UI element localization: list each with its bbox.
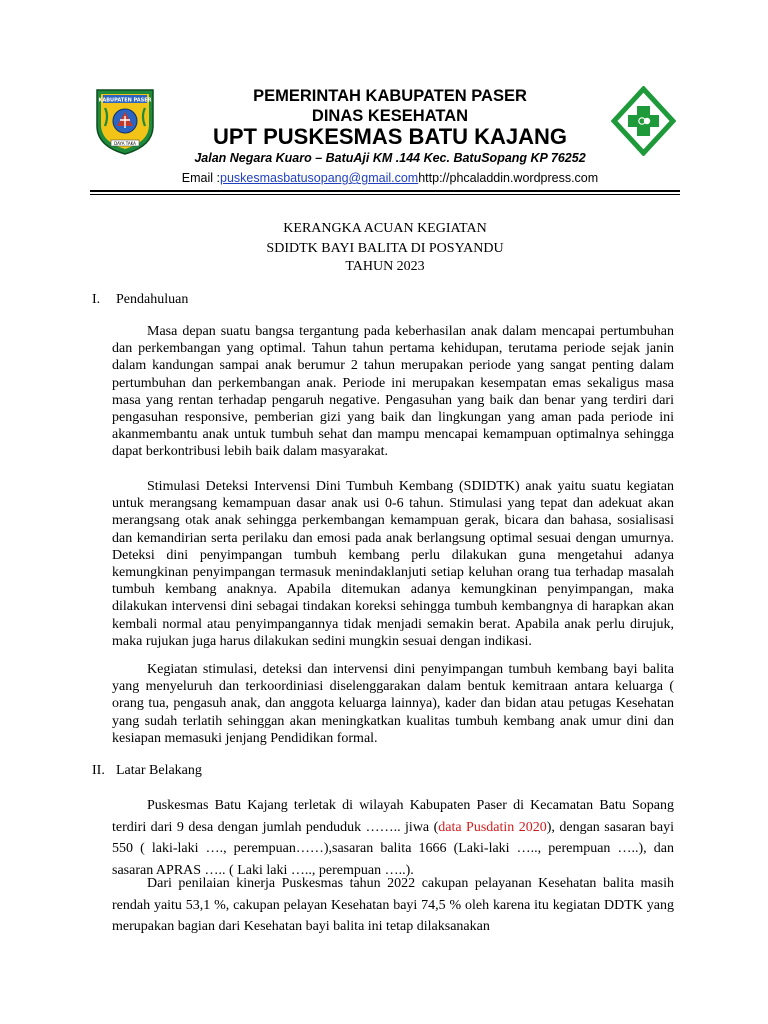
email-label: Email : xyxy=(181,171,220,185)
letterhead-institution: UPT PUSKESMAS BATU KAJANG xyxy=(212,124,568,149)
svg-text:DAYA TAKA: DAYA TAKA xyxy=(114,140,136,146)
letterhead-government: PEMERINTAH KABUPATEN PASER xyxy=(253,87,527,105)
document-title-line2: SDIDTK BAYI BALITA DI POSYANDU xyxy=(266,241,504,256)
letterhead-department: DINAS KESEHATAN xyxy=(311,107,469,125)
data-source-highlight: data Pusdatin 2020 xyxy=(438,819,547,835)
document-title-line3: TAHUN 2023 xyxy=(345,259,425,274)
document-title-line1: KERANGKA ACUAN KEGIATAN xyxy=(283,221,487,236)
section-title: Latar Belakang xyxy=(116,763,202,778)
paragraph: Masa depan suatu bangsa tergantung pada keberhasilan anak dalam mencapai pertumbuhan dan perkembangan yang optimal. Tahun tahun pertama kehidupan, terutama periode sejak janin dalam kandungan sampai anak berumur 2 tahun merupakan periode yang sangat penting dalam pertumbuhan dan perkembangan anak. Periode ini merupakan kesempatan emas sekaligus masa masa yang rentan terhadap pengaruh negative. Pengasuhan yang baik dan benar yang terdiri dari pengasuhan responsive, pemberian gizi yang baik dan lingkungan yang aman pada periode ini akanmembantu anak untuk tumbuh sehat dan mampu mencapai kemampuan optimalnya sehingga dapat berkontribusi lebih baik dalam masyarakat. xyxy=(112,324,674,460)
letterhead-divider-thick xyxy=(90,190,680,192)
email-link[interactable]: puskesmasbatusopang@gmail.com xyxy=(220,171,419,185)
section-heading-latar-belakang xyxy=(92,763,202,779)
paragraph: Stimulasi Deteksi Intervensi Dini Tumbuh Kembang (SDIDTK) anak yaitu suatu kegiatan untuk merangsang kemampuan dasar anak usi 0-6 tahun. Stimulasi yang tepat dan adekuat akan merangsang otak anak sehingga perkembangan kemampuan gerak, bicara dan bahasa, sosialisasi dan kemandirian serta perilaku dan emosi pada anak berlangsung optimal sesuai dengan umurnya. Deteksi dini penyimpangan tumbuh kembang perlu dilakukan guna mengetahui adanya kemungkinan penyimpangan termasuk menindaklanjuti setiap keluhan orang tua terhadap masalah tumbuh kembang anaknya. Apabila ditemukan adanya kemungkinan penyimpangan, maka dilakukan intervensi dini sebagai tindakan koreksi sehingga tumbuh kembangnya di harapkan akan kembali normal atau penyimpangannya tidak menjadi semakin berat. Apabila anak perlu dirujuk, maka rujukan juga harus dilakukan sedini mungkin sesuai dengan indikasi. xyxy=(112,479,674,649)
letterhead-address: Jalan Negara Kuaro – BatuAji KM .144 Kec. BatuSopang KP 76252 xyxy=(194,151,586,165)
kabupaten-paser-emblem-icon xyxy=(93,86,157,156)
paragraph-text: Puskesmas Batu Kajang terletak di wilayah Kabupaten Paser di Kecamatan Batu Sopang terdiri dari 9 desa dengan jumlah penduduk …….. jiwa ( xyxy=(112,798,674,835)
section-heading-pendahuluan xyxy=(92,292,188,308)
svg-text:KABUPATEN PASER: KABUPATEN PASER xyxy=(98,97,152,104)
website-text: http://phcaladdin.wordpress.com xyxy=(418,171,599,185)
section-number: II. xyxy=(92,763,105,778)
paragraph-text: ), dengan sasaran bayi 550 ( laki-laki …., perempuan……),sasaran balita 1666 (Laki-laki ….., perempuan …..), dan sasaran APRAS ….. ( Laki laki ….., perempuan …..). xyxy=(112,819,675,878)
letterhead-contact xyxy=(120,171,660,185)
section-number: I. xyxy=(92,292,101,307)
puskesmas-logo-icon xyxy=(611,86,676,156)
paragraph xyxy=(112,795,674,881)
section-title: Pendahuluan xyxy=(116,292,189,307)
letterhead-divider-thin xyxy=(90,194,680,195)
paragraph: Kegiatan stimulasi, deteksi dan intervensi dini penyimpangan tumbuh kembang bayi balita yang menyeluruh dan terkoordiniasi diselenggarakan dalam bentuk kemitraan antara keluarga ( orang tua, pengasuh anak, dan anggota keluarga lainnya), kader dan bidan atau petugas Kesehatan yang sudah terlatih sehinggan akan meningkatkan kualitas tumbuh kembang anak umur dini dan kesiapan memasuki jenjang Pendidikan formal. xyxy=(112,662,674,746)
paragraph: Dari penilaian kinerja Puskesmas tahun 2022 cakupan pelayanan Kesehatan balita masih rendah yaitu 53,1 %, cakupan pelayan Kesehatan bayi 74,5 % oleh karena itu kegiatan DDTK yang merupakan bagian dari Kesehatan bayi balita ini tetap dilaksanakan xyxy=(112,876,674,934)
